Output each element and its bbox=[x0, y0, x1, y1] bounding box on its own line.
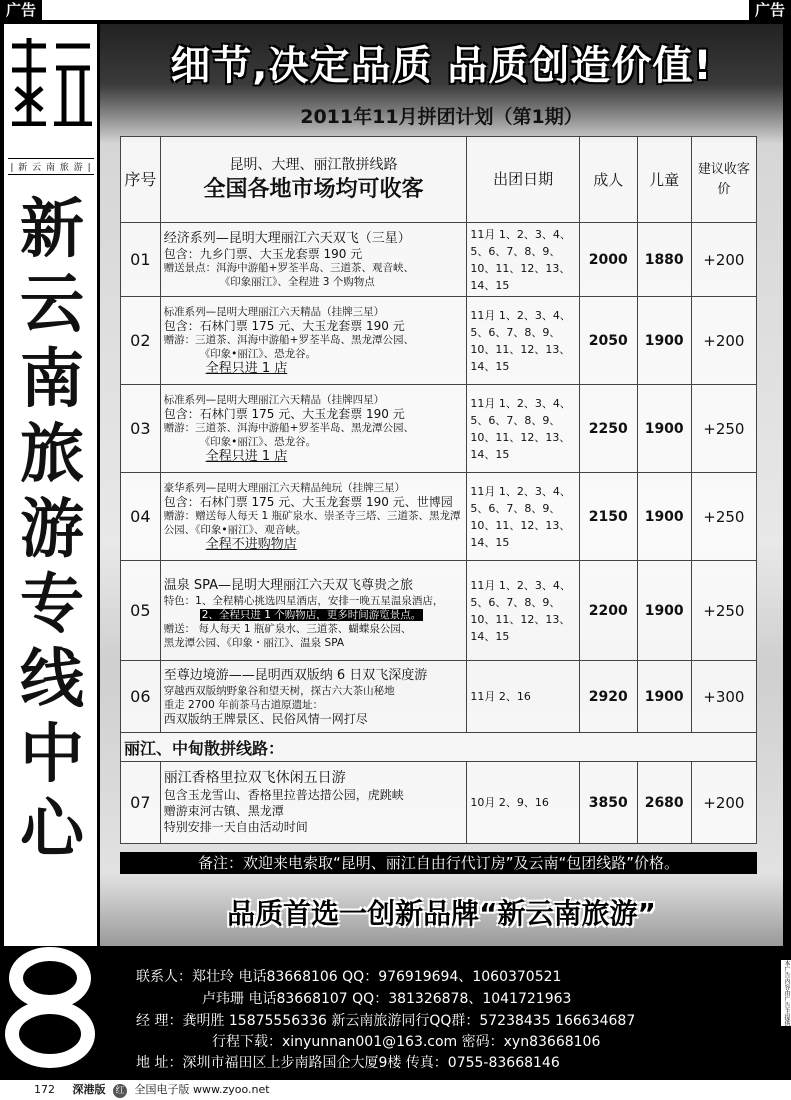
sidebar-char: 南 bbox=[20, 342, 84, 417]
route-line: 重走 2700 年前茶马古道原遗址： bbox=[163, 699, 324, 711]
route-name: 标准系列—昆明大理丽江六天精品（挂牌四星） bbox=[163, 393, 385, 406]
contact-line-3: 经 理：龚明胜 15875556336 新云南旅游同行QQ群：57238435 166634687 bbox=[136, 1013, 636, 1029]
sidebar-char: 云 bbox=[20, 267, 84, 342]
sidebar-char: 旅 bbox=[20, 417, 84, 492]
row-date: 11月 1、2、3、4、5、6、7、8、9、10、11、12、13、14、15 bbox=[467, 223, 580, 297]
route-line: 《印象•丽江》、恐龙谷。 bbox=[199, 435, 317, 448]
header-route-label: 昆明、大理、丽江散拼线路 bbox=[229, 156, 398, 173]
page-number: 172 bbox=[34, 1083, 55, 1096]
table-row bbox=[121, 561, 757, 661]
contact-line-1: 联系人：郑壮玲 电话83668106 QQ：976919694、1060370521 bbox=[136, 969, 562, 985]
table-header-row bbox=[121, 137, 757, 223]
row-suggest-price: +250 bbox=[691, 385, 756, 473]
page-footer bbox=[0, 1080, 791, 1100]
row-child-price: 1900 bbox=[637, 473, 691, 561]
logo-subtitle: | 新 云 南 旅 游 | bbox=[8, 158, 94, 175]
row-suggest-price: +300 bbox=[691, 661, 756, 733]
table-row bbox=[121, 385, 757, 473]
plan-title: 2011年11月拼团计划（第1期） bbox=[300, 106, 583, 128]
route-line: 包含：石林门票 175 元、大玉龙套票 190 元 bbox=[163, 318, 405, 333]
header-child: 儿童 bbox=[637, 137, 691, 223]
row-date: 11月 1、2、3、4、5、6、7、8、9、10、11、12、13、14、15 bbox=[467, 561, 580, 661]
row-date: 11月 1、2、3、4、5、6、7、8、9、10、11、12、13、14、15 bbox=[467, 473, 580, 561]
route-line: 公园、《印象•丽江》、观音峡。 bbox=[163, 523, 307, 536]
row-no: 06 bbox=[121, 661, 161, 733]
route-line: 2、全程只进 1 个购物店，更多时间游览景点。 bbox=[201, 609, 422, 621]
section-row bbox=[121, 733, 757, 762]
route-name: 经济系列—昆明大理丽江六天双飞（三星） bbox=[163, 231, 411, 246]
row-child-price: 1880 bbox=[637, 223, 691, 297]
sidebar-char: 心 bbox=[20, 792, 84, 867]
route-line: 包含：石林门票 175 元、大玉龙套票 190 元 bbox=[163, 406, 405, 421]
row-date: 11月 1、2、3、4、5、6、7、8、9、10、11、12、13、14、15 bbox=[467, 385, 580, 473]
table-row bbox=[121, 223, 757, 297]
contact-line-2: 卢玮珊 电话83668107 QQ：381326878、1041721963 bbox=[202, 991, 572, 1007]
route-line: 包含：九乡门票、大玉龙套票 190 元 bbox=[163, 247, 363, 261]
route-line: 赠送景点：洱海中游船+罗荃半岛、三道茶、观音峡、 bbox=[163, 262, 414, 274]
row-no: 07 bbox=[121, 762, 161, 844]
row-adult-price: 2150 bbox=[579, 473, 637, 561]
sidebar-char: 游 bbox=[20, 492, 84, 567]
edition-label: 深港版 bbox=[72, 1083, 106, 1096]
sidebar-char: 专 bbox=[20, 567, 84, 642]
shopping-note: 全程只进 1 店 bbox=[205, 360, 288, 376]
route-line: 赠游：赠送每人每天 1 瓶矿泉水、崇圣寺三塔、三道茶、黑龙潭 bbox=[163, 509, 461, 522]
row-child-price: 1900 bbox=[637, 297, 691, 385]
remark-bar: 备注：欢迎来电索取“昆明、丽江自由行代订房”及云南“包团线路”价格。 bbox=[120, 852, 757, 874]
row-adult-price: 2920 bbox=[579, 661, 637, 733]
row-suggest-price: +250 bbox=[691, 473, 756, 561]
row-adult-price: 3850 bbox=[579, 762, 637, 844]
header-date: 出团日期 bbox=[467, 137, 580, 223]
contact-line-5: 地 址：深圳市福田区上步南路国企大厦9楼 传真：0755-83668146 bbox=[136, 1055, 560, 1071]
header-market-label: 全国各地市场均可收客 bbox=[203, 176, 424, 202]
row-no: 05 bbox=[121, 561, 161, 661]
decorative-eight-icon bbox=[5, 944, 95, 1068]
route-name: 豪华系列—昆明大理丽江六天精品纯玩（挂牌三星） bbox=[163, 481, 406, 494]
table-row bbox=[121, 661, 757, 733]
row-adult-price: 2200 bbox=[579, 561, 637, 661]
sidebar-char: 线 bbox=[20, 642, 84, 717]
table-row bbox=[121, 297, 757, 385]
vertical-disclaimer: 本广告内容由广告主提供 bbox=[783, 960, 790, 1026]
header-price: 建议收客价 bbox=[691, 137, 756, 223]
route-line: 《印象•丽江》、恐龙谷。 bbox=[199, 347, 317, 360]
route-line: 包含玉龙雪山、香格里拉普达措公园，虎跳峡 bbox=[163, 788, 404, 802]
row-adult-price: 2000 bbox=[579, 223, 637, 297]
row-adult-price: 2050 bbox=[579, 297, 637, 385]
header-route bbox=[160, 137, 467, 223]
route-name: 丽江香格里拉双飞休闲五日游 bbox=[163, 770, 346, 786]
main-panel bbox=[100, 24, 783, 946]
sidebar-title bbox=[12, 192, 92, 867]
row-child-price: 2680 bbox=[637, 762, 691, 844]
table-row bbox=[121, 473, 757, 561]
row-child-price: 1900 bbox=[637, 561, 691, 661]
route-line: 西双版纳王牌景区、民俗风情一网打尽 bbox=[163, 712, 368, 726]
ad-tag-left: 广告 bbox=[0, 0, 42, 20]
row-no: 02 bbox=[121, 297, 161, 385]
route-line: 《印象丽江》、全程进 3 个购物点 bbox=[219, 276, 375, 288]
shopping-note: 全程只进 1 店 bbox=[205, 448, 288, 464]
route-line: 包含：石林门票 175 元、大玉龙套票 190 元、世博园 bbox=[163, 494, 453, 509]
route-line: 特别安排一天自由活动时间 bbox=[163, 820, 308, 834]
route-line: 特色：1、全程精心挑选四星酒店，安排一晚五星温泉酒店， bbox=[163, 595, 444, 607]
row-suggest-price: +200 bbox=[691, 762, 756, 844]
row-no: 03 bbox=[121, 385, 161, 473]
route-line: 赠游：三道茶、洱海中游船+罗荃半岛、黑龙潭公园、 bbox=[163, 333, 414, 346]
headline-slogan: 细节,决定品质 品质创造价值! bbox=[170, 43, 713, 89]
route-line: 赠游束河古镇、黑龙潭 bbox=[163, 804, 284, 818]
table-row bbox=[121, 762, 757, 844]
brand-slogan: 品质首选一创新品牌“新云南旅游” bbox=[227, 897, 656, 930]
row-date: 11月 2、16 bbox=[467, 661, 580, 733]
contact-block bbox=[100, 950, 783, 1076]
sidebar-char: 中 bbox=[20, 717, 84, 792]
row-child-price: 1900 bbox=[637, 661, 691, 733]
row-child-price: 1900 bbox=[637, 385, 691, 473]
row-date: 11月 1、2、3、4、5、6、7、8、9、10、11、12、13、14、15 bbox=[467, 297, 580, 385]
row-suggest-price: +200 bbox=[691, 297, 756, 385]
route-name: 至尊边境游——昆明西双版纳 6 日双飞深度游 bbox=[163, 668, 428, 683]
route-line: 黑龙潭公园、《印象・丽江》、温泉 SPA bbox=[163, 637, 345, 649]
route-table bbox=[120, 136, 757, 844]
route-line: 穿越西双版纳野象谷和望天树，探古六大茶山秘地 bbox=[163, 685, 395, 697]
route-line: 赠游：三道茶、洱海中游船+罗荃半岛、黑龙潭公园、 bbox=[163, 421, 414, 434]
contact-line-4: 行程下载：xinyunnan001@163.com 密码：xyn83668106 bbox=[212, 1034, 601, 1050]
site-link[interactable]: 全国电子版 www.zyoo.net bbox=[134, 1083, 270, 1096]
section-title: 丽江、中甸散拼线路： bbox=[121, 733, 757, 762]
sidebar-char: 新 bbox=[20, 192, 84, 267]
header-adult: 成人 bbox=[579, 137, 637, 223]
row-no: 04 bbox=[121, 473, 161, 561]
row-suggest-price: +200 bbox=[691, 223, 756, 297]
company-logo bbox=[6, 36, 94, 126]
row-no: 01 bbox=[121, 223, 161, 297]
row-date: 10月 2、9、16 bbox=[467, 762, 580, 844]
header-no: 序号 bbox=[121, 137, 161, 223]
sidebar bbox=[4, 24, 97, 946]
route-line: 赠送： 每人每天 1 瓶矿泉水、三道茶、蝴蝶泉公园、 bbox=[163, 623, 412, 635]
shopping-note: 全程不进购物店 bbox=[205, 536, 297, 552]
row-suggest-price: +250 bbox=[691, 561, 756, 661]
route-name: 标准系列—昆明大理丽江六天精品（挂牌三星） bbox=[163, 305, 385, 318]
ad-tag-right: 广告 bbox=[749, 0, 791, 20]
route-name: 温泉 SPA—昆明大理丽江六天双飞尊贵之旅 bbox=[163, 578, 413, 593]
row-adult-price: 2250 bbox=[579, 385, 637, 473]
edition-badge-icon: 红 bbox=[113, 1084, 127, 1098]
